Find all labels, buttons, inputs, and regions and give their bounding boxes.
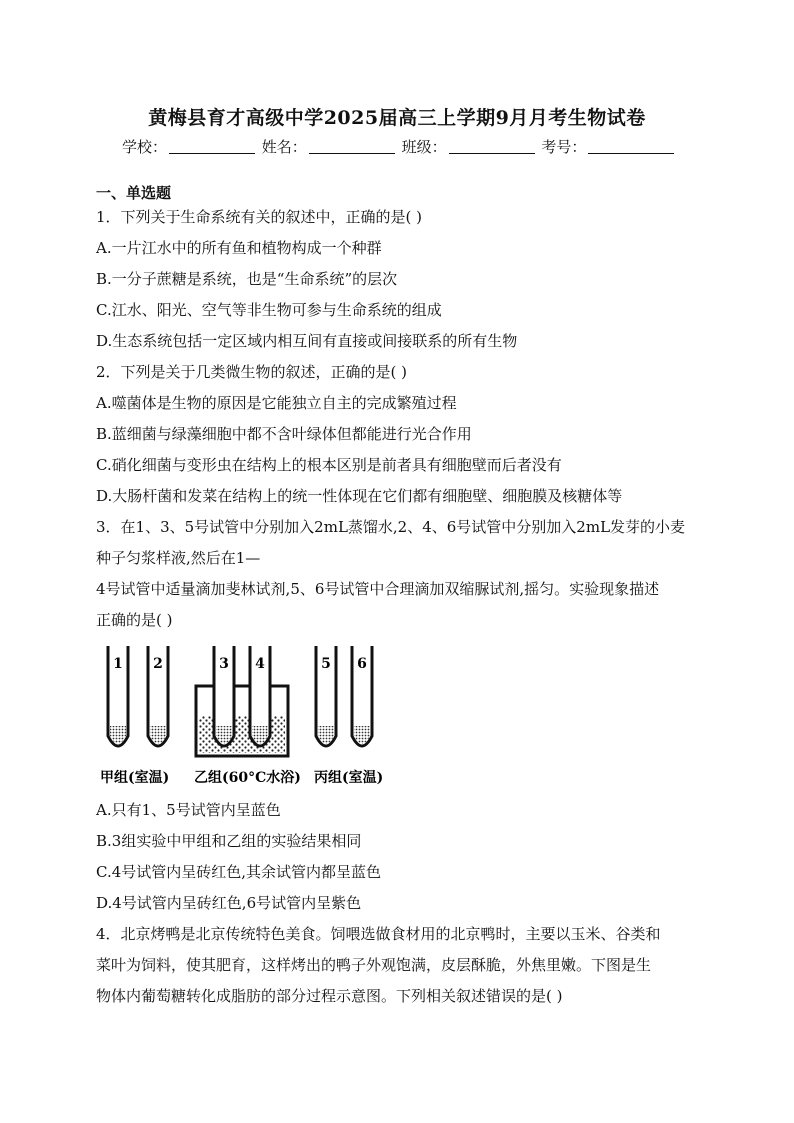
water-bath-water <box>199 716 285 753</box>
name-blank[interactable] <box>309 139 395 154</box>
tube-label-3: 3 <box>219 656 229 672</box>
test-tube-figure <box>100 644 400 789</box>
school-blank[interactable] <box>169 139 255 154</box>
q2-option-d: D.大肠杆菌和发菜在结构上的统一性体现在它们都有细胞壁、细胞膜及核糖体等 <box>96 487 623 505</box>
q2-option-a: A.噬菌体是生物的原因是它能独立自主的完成繁殖过程 <box>96 394 457 412</box>
number-label: 考号： <box>541 138 587 156</box>
q1-option-d: D.生态系统包括一定区域内相互间有直接或间接联系的所有生物 <box>96 332 518 350</box>
number-blank[interactable] <box>588 139 674 154</box>
q2-option-b: B.蓝细菌与绿藻细胞中都不含叶绿体但都能进行光合作用 <box>96 425 472 443</box>
name-label: 姓名： <box>261 138 307 156</box>
q3-option-c: C.4号试管内呈砖红色,其余试管内都呈蓝色 <box>96 863 382 881</box>
class-blank[interactable] <box>449 139 535 154</box>
q4-stem-line2: 菜叶为饲料，使其肥育，这样烤出的鸭子外观饱满，皮层酥脆，外焦里嫩。下图是生 <box>96 956 652 974</box>
group-caption-2: 乙组(60°C水浴) <box>194 770 301 786</box>
q1-option-b: B.一分子蔗糖是系统，也是“生命系统”的层次 <box>96 270 398 288</box>
q3-option-b: B.3组实验中甲组和乙组的实验结果相同 <box>96 832 362 850</box>
section-heading: 一、单选题 <box>96 184 172 202</box>
tube-label-6: 6 <box>357 656 367 672</box>
class-label: 班级： <box>401 138 447 156</box>
q3-option-d: D.4号试管内呈砖红色,6号试管内呈紫色 <box>96 894 362 912</box>
q2-stem: 2．下列是关于几类微生物的叙述，正确的是( ) <box>96 363 408 381</box>
tube-label-1: 1 <box>113 656 123 672</box>
q3-stem-line3: 4号试管中适量滴加斐林试剂,5、6号试管中合理滴加双缩脲试剂,摇匀。实验现象描述 <box>96 580 660 598</box>
q4-stem-line1: 4．北京烤鸭是北京传统特色美食。饲喂选做食材用的北京鸭时，主要以玉米、谷类和 <box>96 925 661 943</box>
q2-option-c: C.硝化细菌与变形虫在结构上的根本区别是前者具有细胞壁而后者没有 <box>96 456 562 474</box>
group-caption-1: 甲组(室温) <box>100 770 170 786</box>
q3-stem-line1: 3．在1、3、5号试管中分别加入2mL蒸馏水,2、4、6号试管中分别加入2mL发芽的小麦 <box>96 518 686 536</box>
tube-label-2: 2 <box>153 656 163 672</box>
q3-stem-line4: 正确的是( ) <box>96 611 173 629</box>
page-title: 黄梅县育才高级中学2025届高三上学期9月月考生物试卷 <box>148 107 646 129</box>
student-info-row <box>122 136 676 157</box>
tube-label-4: 4 <box>255 656 265 672</box>
group-caption-3: 丙组(室温) <box>314 770 384 786</box>
q3-option-a: A.只有1、5号试管内呈蓝色 <box>96 801 281 819</box>
q1-stem: 1．下列关于生命系统有关的叙述中，正确的是( ) <box>96 208 423 226</box>
q1-option-a: A.一片江水中的所有鱼和植物构成一个种群 <box>96 239 382 257</box>
q1-option-c: C.江水、阳光、空气等非生物可参与生命系统的组成 <box>96 301 442 319</box>
q3-stem-line2: 种子匀浆样液,然后在1— <box>96 549 261 567</box>
q4-stem-line3: 物体内葡萄糖转化成脂肪的部分过程示意图。下列相关叙述错误的是( ) <box>96 987 563 1005</box>
tube-label-5: 5 <box>321 656 331 672</box>
school-label: 学校： <box>122 138 168 156</box>
